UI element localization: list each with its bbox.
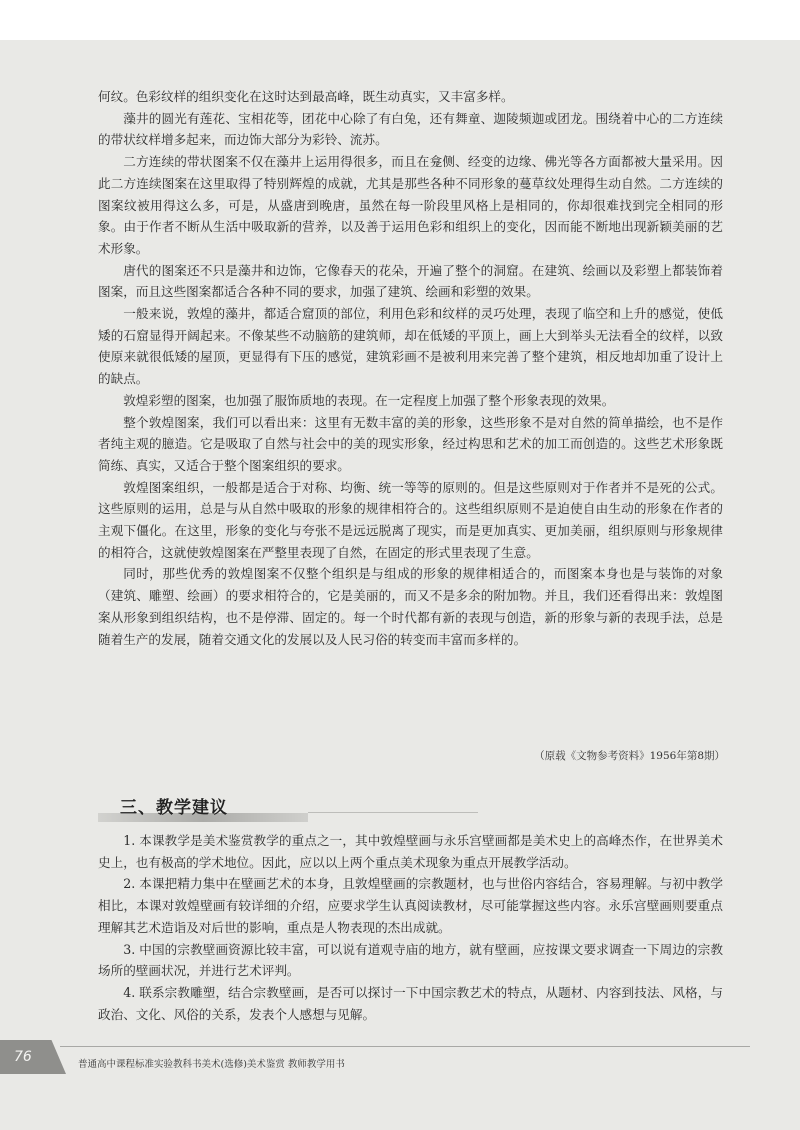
advice-item: 2. 本课把精力集中在壁画艺术的本身，且敦煌壁画的宗教题材，也与世俗内容结合，容易理解。与初中教学相比，本课对敦煌壁画有较详细的介绍，应要求学生认真阅读教材，尽可能掌握这些内容。永乐宫壁画则要重点理解其艺术造诣及对后世的影响，重点是人物表现的杰出成就。 xyxy=(98,876,723,935)
teaching-advice-list xyxy=(98,830,723,1025)
paragraph: 敦煌图案组织，一般都是适合于对称、均衡、统一等等的原则的。但是这些原则对于作者并不是死的公式。这些原则的运用，总是与从自然中吸取的形象的规律相符合的。这些组织原则不是迫使自由生动的形象在作者的主观下僵化。在这里，形象的变化与夸张不是远远脱离了现实，而是更加真实、更加美丽，组织原则与形象规律的相符合，这就使敦煌图案在严整里表现了自然，在固定的形式里表现了生意。 xyxy=(98,479,723,560)
article-body xyxy=(98,86,723,650)
paragraph: 二方连续的带状图案不仅在藻井上运用得很多，而且在龛侧、经变的边缘、佛光等各方面都被大量采用。因此二方连续图案在这里取得了特别辉煌的成就，尤其是那些各种不同形象的蔓草纹处理得生动自然。二方连续的图案纹被用得这么多，可是，从盛唐到晚唐，虽然在每一阶段里风格上是相同的，你却很难找到完全相同的形象。由于作者不断从生活中吸取新的营养，以及善于运用色彩和组织上的变化，因而能不断地出现新颖美丽的艺术形象。 xyxy=(98,154,723,256)
paragraph: 一般来说，敦煌的藻井，都适合窟顶的部位，利用色彩和纹样的灵巧处理，表现了临空和上升的感觉，使低矮的石窟显得开阔起来。不像某些不动脑筋的建筑师，却在低矮的平顶上，画上大到举头无法看全的纹样，以致使原来就很低矮的屋顶，更显得有下压的感觉，建筑彩画不是被利用来完善了整个建筑，相反地却加重了设计上的缺点。 xyxy=(98,306,723,387)
paragraph: 同时，那些优秀的敦煌图案不仅整个组织是与组成的形象的规律相适合的，而图案本身也是与装饰的对象（建筑、雕塑、绘画）的要求相符合的，它是美丽的，而又不是多余的附加物。并且，我们还看得出来：敦煌图案从形象到组织结构，也不是停滞、固定的。每一个时代都有新的表现与创造，新的形象与新的表现手法，总是随着生产的发展，随着交通文化的发展以及人民习俗的转变而丰富而多样的。 xyxy=(98,566,723,647)
section-heading xyxy=(98,793,308,823)
page-number: 76 xyxy=(14,1049,32,1065)
heading-rule xyxy=(308,812,478,813)
paragraph: 整个敦煌图案，我们可以看出来：这里有无数丰富的美的形象，这些形象不是对自然的简单描绘，也不是作者纯主观的臆造。它是吸取了自然与社会中的美的现实形象，经过构思和艺术的加工而创造的。这些艺术形象既简练、真实，又适合于整个图案组织的要求。 xyxy=(98,414,723,473)
footer-rule xyxy=(60,1046,750,1047)
advice-item: 1. 本课教学是美术鉴赏教学的重点之一，其中敦煌壁画与永乐宫壁画都是美术史上的高峰杰作，在世界美术史上，也有极高的学术地位。因此，应以以上两个重点美术现象为重点开展教学活动。 xyxy=(98,833,723,870)
section-title: 三、教学建议 xyxy=(120,798,228,818)
paragraph: 敦煌彩塑的图案，也加强了服饰质地的表现。在一定程度上加强了整个形象表现的效果。 xyxy=(123,392,615,408)
paragraph: 唐代的图案还不只是藻井和边饰，它像春天的花朵，开遍了整个的洞窟。在建筑、绘画以及彩塑上都装饰着图案，而且这些图案都适合各种不同的要求，加强了建筑、绘画和彩塑的效果。 xyxy=(98,262,723,300)
paragraph: 藻井的圆光有莲花、宝相花等，团花中心除了有白兔，还有舞童、迦陵频迦或团龙。围绕着中心的二方连续的带状纹样增多起来，而边饰大部分为彩铃、流苏。 xyxy=(98,110,723,148)
book-title-footer: 普通高中课程标准实验教科书美术(选修)美术鉴赏 教师教学用书 xyxy=(78,1059,345,1070)
paragraph: 何纹。色彩纹样的组织变化在这时达到最高峰，既生动真实，又丰富多样。 xyxy=(98,89,514,104)
advice-item: 3. 中国的宗教壁画资源比较丰富，可以说有道观寺庙的地方，就有壁画，应按课文要求调查一下周边的宗教场所的壁画状况，并进行艺术评判。 xyxy=(98,941,723,979)
advice-item: 4. 联系宗教雕塑，结合宗教壁画，是否可以探讨一下中国宗教艺术的特点，从题材、内容到技法、风格，与政治、文化、风俗的关系，发表个人感想与见解。 xyxy=(98,984,723,1022)
source-note: （原载《文物参考资料》1956年第8期） xyxy=(534,750,725,762)
